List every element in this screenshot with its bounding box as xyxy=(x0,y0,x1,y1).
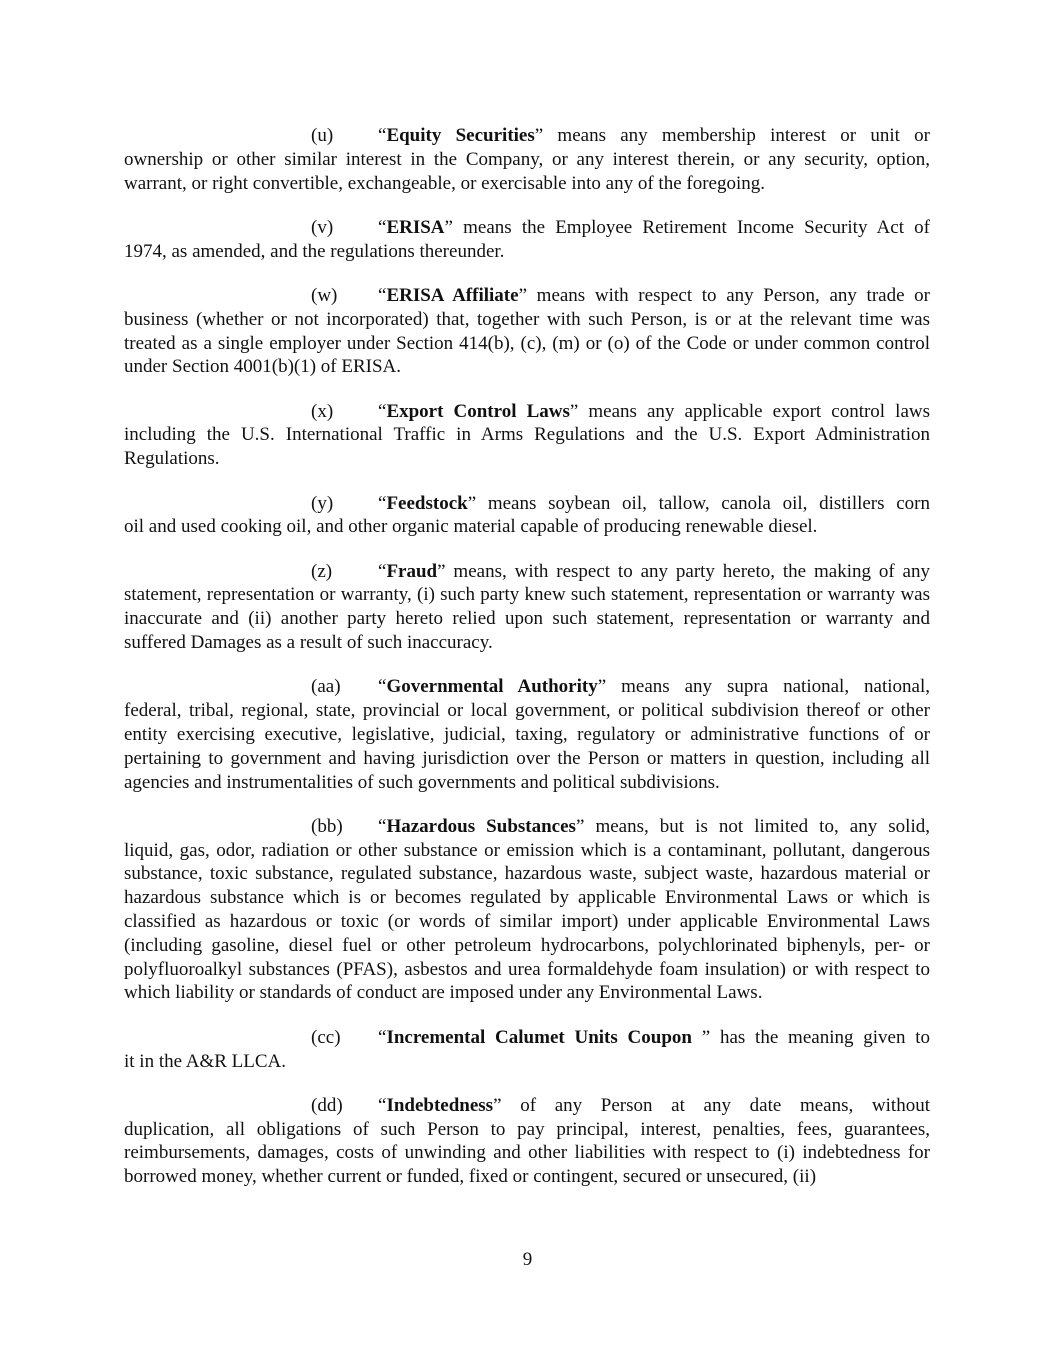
defined-term: Indebtedness xyxy=(386,1094,494,1116)
definition-body: liquid, gas, odor, radiation or other substance or emission which is a contaminant, pollutant, dangerous substance, toxic substance, regulated substance, hazardous waste, subject waste, hazardous material or hazardous substance which is or becomes regulated by applicable Environmental Laws or which is classified as hazardous or toxic (or words of similar import) under applicable Environmental Laws (including gasoline, diesel fuel or other petroleum hydrocarbons, polychlorinated biphenyls, per- or polyfluoroalkyl substances (PFAS), asbestos and urea formaldehyde foam insulation) or with respect to which liability or standards of conduct are imposed under any Environmental Laws. xyxy=(124,839,930,1004)
definition-body: duplication, all obligations of such Person to pay principal, interest, penalties, fees, guarantees, reimbursements, damages, costs of unwinding and other liabilities with respect to (i) indebtedness for borrowed money, whether current or funded, fixed or contingent, secured or unsecured, (ii) xyxy=(124,1118,930,1188)
defined-term: Equity Securities xyxy=(386,125,535,146)
definition-first-line: ” means any membership interest or unit or xyxy=(534,125,930,146)
definition-label: (cc) xyxy=(311,1026,341,1048)
defined-term: ERISA xyxy=(386,216,445,238)
definition-first-line: ” means soybean oil, tallow, canola oil, distillers corn xyxy=(467,492,930,514)
definition-bb: (bb) “Hazardous Substances” means, but is not limited to, any solid, liquid, gas, odor, radiation or other substance or emission which is a contaminant, pollutant, dangerous substance, toxic substance, regulated substance, hazardous waste, subject waste, hazardous material or hazardous substance which is or becomes regulated by applicable Environmental Laws or which is classified as hazardous or toxic (or words of similar import) under applicable Environmental Laws (including gasoline, diesel fuel or other petroleum hydrocarbons, polychlorinated biphenyls, per- or polyfluoroalkyl substances (PFAS), asbestos and urea formaldehyde foam insulation) or with respect to which liability or standards of conduct are imposed under any Environmental Laws. xyxy=(124,815,930,1004)
definition-label: (x) xyxy=(311,400,334,422)
defined-term: Hazardous Substances xyxy=(386,815,576,837)
definition-y: (y) “Feedstock” means soybean oil, tallow, canola oil, distillers corn oil and used cooking oil, and other organic material capable of producing renewable diesel. xyxy=(124,492,930,538)
definition-u: (u) “Equity Securities” means any membership interest or unit or ownership or other similar interest in the Company, or any interest therein, or any security, option, warrant, or right convertible, exchangeable, or exercisable into any of the foregoing. xyxy=(124,125,930,194)
defined-term: Incremental Calumet Units Coupon xyxy=(386,1026,692,1048)
definition-body: statement, representation or warranty, (i) such party knew such statement, representation or warranty was inaccurate and (ii) another party hereto relied upon such statement, representation or warranty and suffered Damages as a result of such inaccuracy. xyxy=(124,584,930,654)
defined-term: Governmental Authority xyxy=(386,676,598,698)
definition-first-line: ” means the Employee Retirement Income Security Act of xyxy=(444,216,930,238)
definition-first-line: ” of any Person at any date means, without xyxy=(493,1094,930,1116)
definition-label: (aa) xyxy=(311,676,341,698)
definition-dd: (dd) “Indebtedness” of any Person at any date means, without duplication, all obligations of such Person to pay principal, interest, penalties, fees, guarantees, reimbursements, damages, costs of unwinding and other liabilities with respect to (i) indebtedness for borrowed money, whether current or funded, fixed or contingent, secured or unsecured, (ii) xyxy=(124,1094,930,1188)
definition-body: business (whether or not incorporated) that, together with such Person, is or at the relevant time was treated as a single employer under Section 414(b), (c), (m) or (o) of the Code or under common control under Section 4001(b)(1) of ERISA. xyxy=(124,308,930,378)
definition-label: (v) xyxy=(311,216,334,238)
definition-label: (z) xyxy=(311,560,333,582)
defined-term: Fraud xyxy=(386,560,438,582)
document-page xyxy=(124,124,930,1209)
definition-label: (y) xyxy=(311,492,334,514)
definition-body: it in the A&R LLCA. xyxy=(124,1050,287,1072)
defined-term: Export Control Laws xyxy=(386,400,570,422)
definition-first-line: ” means, with respect to any party hereto, the making of any xyxy=(437,560,930,582)
definition-z: (z) “Fraud” means, with respect to any party hereto, the making of any statement, representation or warranty, (i) such party knew such statement, representation or warranty was inaccurate and (ii) another party hereto relied upon such statement, representation or warranty and suffered Damages as a result of such inaccuracy. xyxy=(124,560,930,654)
definition-label: (bb) xyxy=(311,815,343,837)
definition-body: federal, tribal, regional, state, provincial or local government, or political subdivision thereof or other entity exercising executive, legislative, judicial, taxing, regulatory or administrative functions of or pertaining to government and having jurisdiction over the Person or matters in question, including all agencies and instrumentalities of such governments and political subdivisions. xyxy=(124,700,930,793)
definition-first-line: ” means, but is not limited to, any solid, xyxy=(575,815,930,837)
page-number: 9 xyxy=(522,1249,533,1270)
definition-aa: (aa) “Governmental Authority” means any supra national, national, federal, tribal, regional, state, provincial or local government, or political subdivision thereof or other entity exercising executive, legislative, judicial, taxing, regulatory or administrative functions of or pertaining to government and having jurisdiction over the Person or matters in question, including all agencies and instrumentalities of such governments and political subdivisions. xyxy=(124,676,930,793)
definition-first-line: ” means with respect to any Person, any trade or xyxy=(518,284,931,306)
definition-w: (w) “ERISA Affiliate” means with respect to any Person, any trade or business (whether or not incorporated) that, together with such Person, is or at the relevant time was treated as a single employer under Section 414(b), (c), (m) or (o) of the Code or under common control under Section 4001(b)(1) of ERISA. xyxy=(124,284,931,378)
definition-body: ownership or other similar interest in the Company, or any interest therein, or any security, option, warrant, or right convertible, exchangeable, or exercisable into any of the foregoing. xyxy=(124,148,930,194)
definition-label: (u) xyxy=(311,125,334,146)
definition-first-line: ” has the meaning given to xyxy=(691,1026,931,1048)
definition-body: 1974, as amended, and the regulations thereunder. xyxy=(124,240,505,262)
definition-label: (w) xyxy=(311,284,338,306)
defined-term: ERISA Affiliate xyxy=(386,284,519,306)
definition-label: (dd) xyxy=(311,1094,343,1116)
definition-first-line: ” means any applicable export control laws xyxy=(569,400,930,422)
definition-first-line: ” means any supra national, national, xyxy=(597,676,930,698)
definition-x: (x) “Export Control Laws” means any applicable export control laws including the U.S. International Traffic in Arms Regulations and the U.S. Export Administration Regulations. xyxy=(124,400,930,470)
defined-term: Feedstock xyxy=(386,492,468,514)
definition-body: including the U.S. International Traffic in Arms Regulations and the U.S. Export Administration Regulations. xyxy=(124,424,930,470)
definition-body: oil and used cooking oil, and other organic material capable of producing renewable diesel. xyxy=(124,516,818,538)
definition-v: (v) “ERISA” means the Employee Retirement Income Security Act of 1974, as amended, and the regulations thereunder. xyxy=(124,216,930,262)
definition-cc: (cc) “Incremental Calumet Units Coupon ” has the meaning given to it in the A&R LLCA. xyxy=(124,1026,931,1072)
